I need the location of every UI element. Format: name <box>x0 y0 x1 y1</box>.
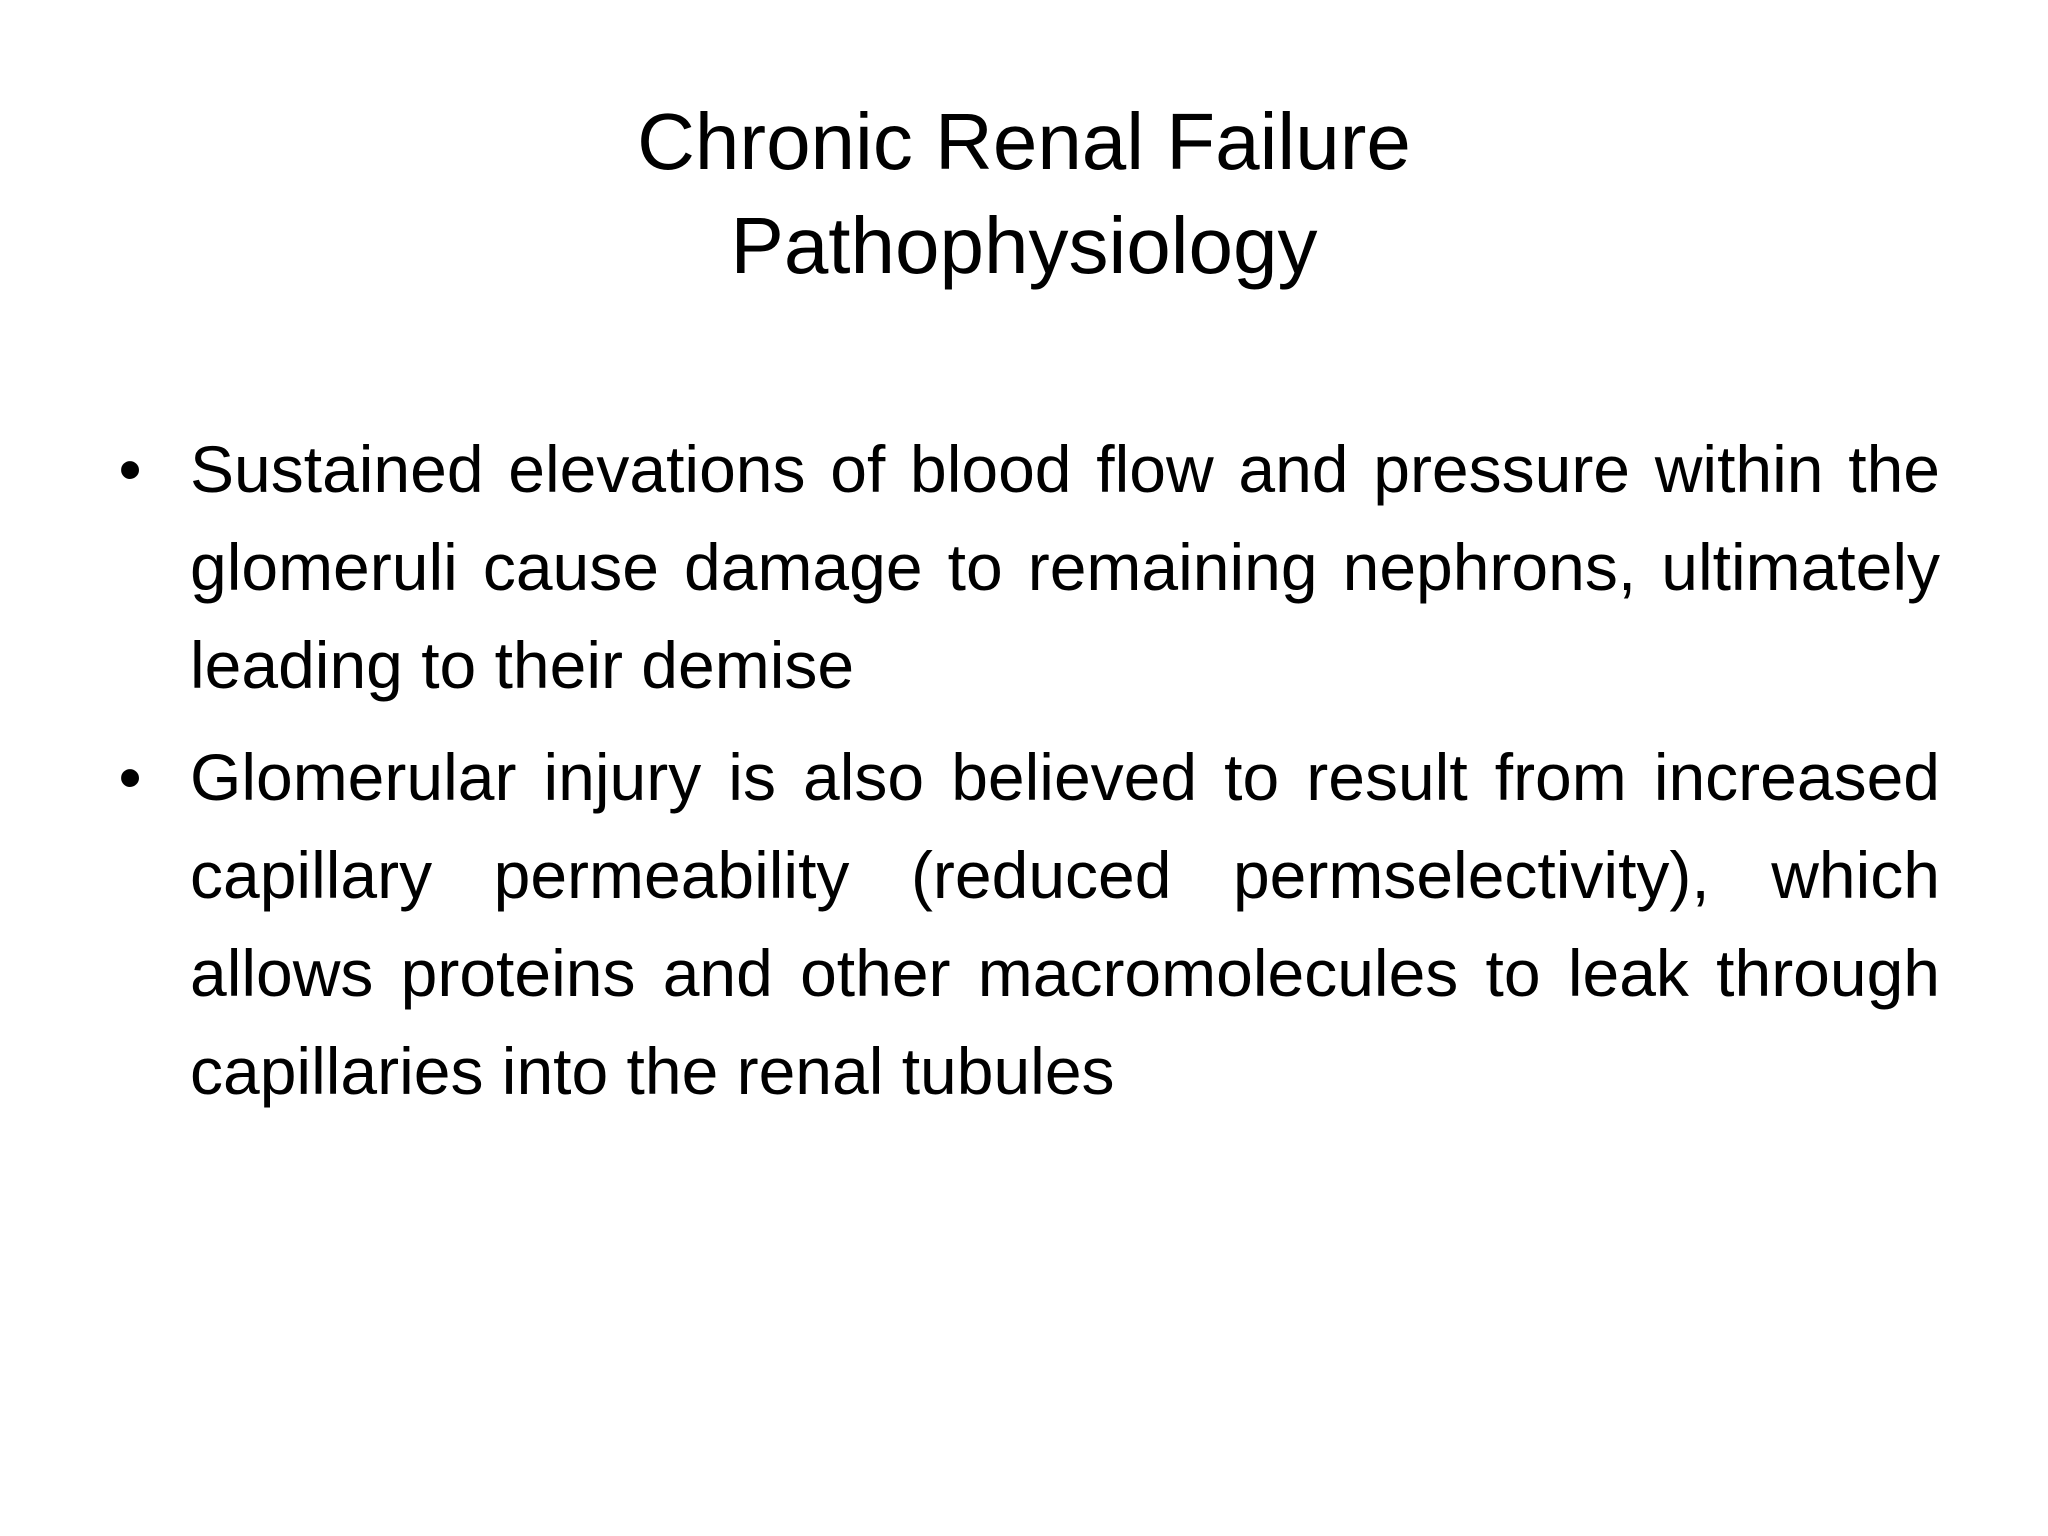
slide-title-line-2: Pathophysiology <box>730 201 1318 290</box>
bullet-item <box>110 728 1940 1120</box>
bullet-dot-icon: • <box>118 432 142 506</box>
bullet-text: Glomerular injury is also believed to result from increased capillary permeability (reduced permselectivity), which allows proteins and other macromolecules to leak through capillaries into the renal tubules <box>190 740 1940 1108</box>
bullet-text: Sustained elevations of blood flow and pressure within the glomeruli cause damage to remaining nephrons, ultimately leading to their demise <box>190 432 1940 702</box>
slide-title-line-1: Chronic Renal Failure <box>637 97 1411 186</box>
bullet-list <box>110 420 1940 1134</box>
slide-title <box>0 90 2048 298</box>
bullet-dot-icon: • <box>118 740 142 814</box>
bullet-item <box>110 420 1940 714</box>
